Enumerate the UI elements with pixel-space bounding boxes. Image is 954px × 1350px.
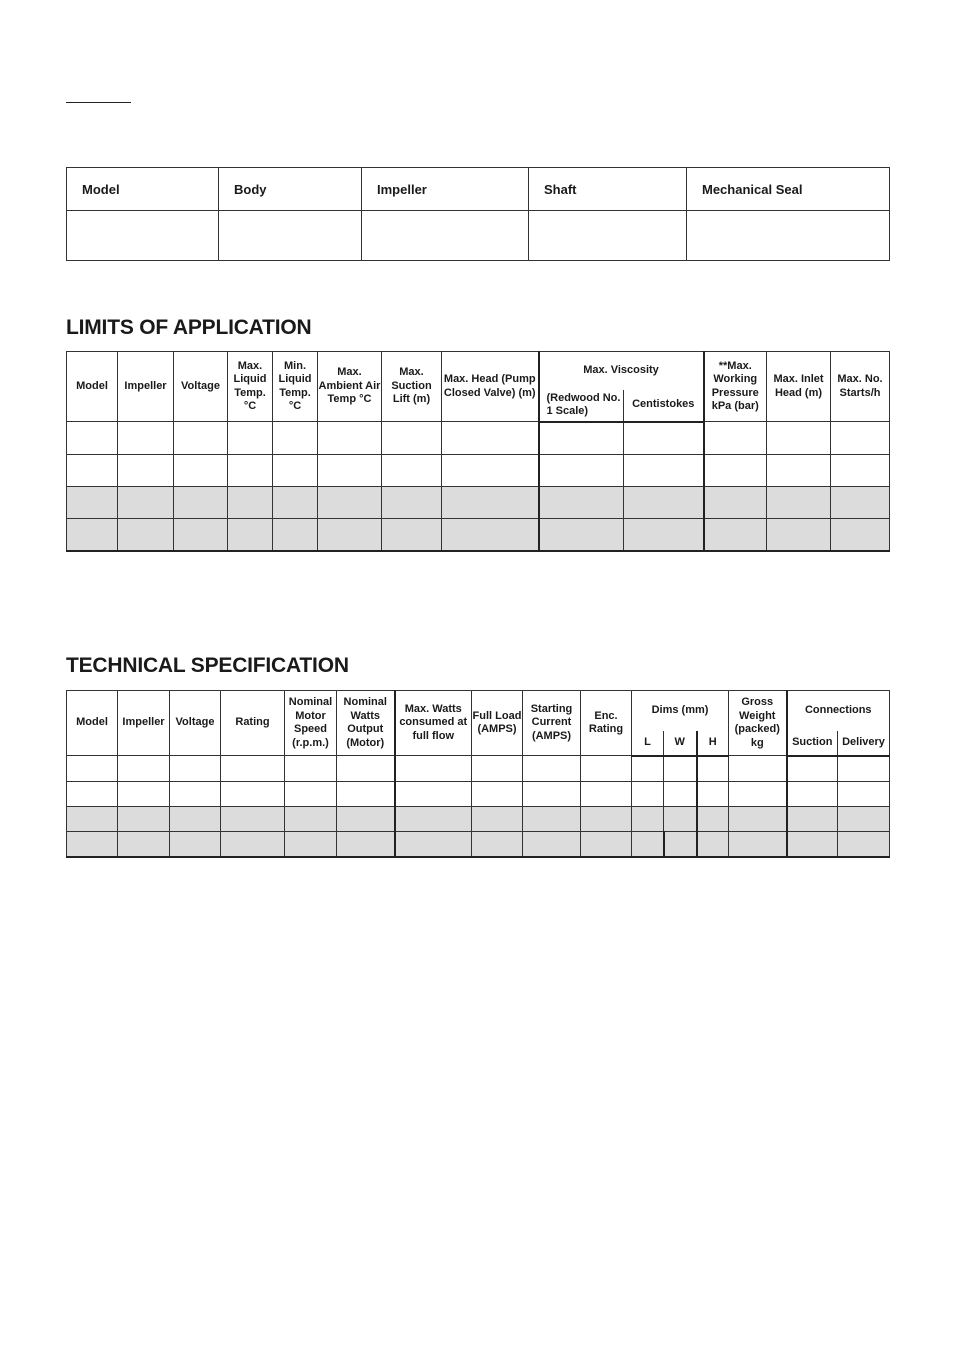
limits-header-max-ambient: Max. Ambient Air Temp °C [318, 352, 382, 422]
table-cell[interactable] [704, 486, 767, 518]
table-cell[interactable] [787, 831, 838, 857]
tech-header-max-watts: Max. Watts consumed at full flow [395, 691, 472, 756]
table-cell[interactable] [228, 518, 273, 551]
table-cell[interactable] [704, 518, 767, 551]
table-cell[interactable] [382, 518, 442, 551]
table-cell[interactable] [221, 756, 285, 782]
table-cell[interactable] [285, 756, 337, 782]
limits-header-voltage: Voltage [174, 352, 228, 422]
materials-header-mechanical-seal: Mechanical Seal [687, 168, 890, 211]
table-cell[interactable] [472, 781, 523, 806]
table-cell[interactable] [285, 781, 337, 806]
table-cell[interactable] [221, 831, 285, 857]
limits-header-impeller: Impeller [118, 352, 174, 422]
table-row [67, 756, 890, 782]
table-cell[interactable] [395, 831, 472, 857]
table-row [67, 486, 890, 518]
tech-header-dim-l: L [632, 731, 664, 756]
tech-header-rating: Rating [221, 691, 285, 756]
materials-header-shaft: Shaft [529, 168, 687, 211]
table-cell[interactable] [472, 806, 523, 831]
table-cell[interactable] [170, 756, 221, 782]
table-cell[interactable] [174, 422, 228, 455]
table-row [67, 454, 890, 486]
table-cell[interactable] [318, 454, 382, 486]
table-cell[interactable] [118, 454, 174, 486]
tech-header-enc-rating: Enc. Rating [581, 691, 632, 756]
table-cell[interactable] [539, 486, 624, 518]
table-cell[interactable] [838, 831, 890, 857]
table-cell[interactable] [838, 806, 890, 831]
table-cell[interactable] [382, 422, 442, 455]
table-cell[interactable] [581, 831, 632, 857]
table-cell[interactable] [273, 518, 318, 551]
table-cell[interactable] [838, 781, 890, 806]
table-row [67, 518, 890, 551]
table-cell[interactable] [767, 454, 831, 486]
tech-header-suction: Suction [787, 731, 838, 756]
tech-header-dim-h: H [697, 731, 729, 756]
table-cell[interactable] [395, 806, 472, 831]
limits-header-max-head: Max. Head (Pump Closed Valve) (m) [442, 352, 539, 422]
table-cell[interactable] [624, 486, 704, 518]
materials-table [66, 167, 890, 261]
table-cell[interactable] [664, 806, 697, 831]
table-cell[interactable] [787, 806, 838, 831]
table-cell[interactable] [767, 422, 831, 455]
table-cell[interactable] [539, 422, 624, 455]
tech-header-motor-speed: Nominal Motor Speed (r.p.m.) [285, 691, 337, 756]
table-cell[interactable] [395, 781, 472, 806]
table-cell[interactable] [67, 518, 118, 551]
table-cell[interactable] [632, 806, 664, 831]
limits-header-centistokes: Centistokes [624, 390, 704, 422]
tech-spec-table [66, 690, 890, 858]
table-cell[interactable] [831, 486, 890, 518]
table-cell[interactable] [174, 518, 228, 551]
table-cell[interactable] [118, 422, 174, 455]
materials-header-model: Model [67, 168, 219, 211]
tech-header-dims: Dims (mm) [632, 691, 729, 731]
table-cell[interactable] [221, 781, 285, 806]
table-cell[interactable] [632, 781, 664, 806]
table-cell[interactable] [664, 831, 697, 857]
table-cell[interactable] [318, 486, 382, 518]
table-cell[interactable] [337, 831, 395, 857]
limits-table [66, 351, 890, 552]
table-cell[interactable] [523, 806, 581, 831]
limits-header-max-liquid-temp: Max. Liquid Temp. °C [228, 352, 273, 422]
table-cell[interactable] [170, 806, 221, 831]
tech-header-connections: Connections [787, 691, 890, 731]
table-cell[interactable] [118, 518, 174, 551]
table-cell[interactable] [382, 486, 442, 518]
tech-header-dim-w: W [664, 731, 697, 756]
table-cell[interactable] [118, 831, 170, 857]
limits-header-max-inlet-head: Max. Inlet Head (m) [767, 352, 831, 422]
table-cell[interactable] [767, 518, 831, 551]
table-cell[interactable] [838, 756, 890, 782]
tech-header-starting-current: Starting Current (AMPS) [523, 691, 581, 756]
table-cell[interactable] [697, 806, 729, 831]
table-cell[interactable] [67, 422, 118, 455]
table-cell[interactable] [632, 831, 664, 857]
table-cell[interactable] [624, 454, 704, 486]
table-cell[interactable] [581, 806, 632, 831]
table-cell[interactable] [529, 211, 687, 261]
table-cell[interactable] [697, 831, 729, 857]
tech-header-gross-weight: Gross Weight (packed) kg [729, 691, 787, 756]
table-cell[interactable] [118, 486, 174, 518]
table-cell[interactable] [228, 454, 273, 486]
table-cell[interactable] [523, 831, 581, 857]
table-cell[interactable] [285, 806, 337, 831]
table-cell[interactable] [442, 518, 539, 551]
table-cell[interactable] [523, 756, 581, 782]
table-cell[interactable] [729, 756, 787, 782]
table-cell[interactable] [170, 781, 221, 806]
table-row [67, 422, 890, 455]
tech-header-full-load: Full Load (AMPS) [472, 691, 523, 756]
table-cell[interactable] [581, 781, 632, 806]
tech-header-voltage: Voltage [170, 691, 221, 756]
table-cell[interactable] [118, 756, 170, 782]
table-cell[interactable] [318, 422, 382, 455]
limits-header-min-liquid-temp: Min. Liquid Temp. °C [273, 352, 318, 422]
table-cell[interactable] [539, 518, 624, 551]
table-cell[interactable] [624, 422, 704, 455]
table-cell[interactable] [442, 422, 539, 455]
table-cell[interactable] [118, 806, 170, 831]
table-cell[interactable] [729, 831, 787, 857]
table-cell[interactable] [318, 518, 382, 551]
table-cell[interactable] [337, 756, 395, 782]
table-cell[interactable] [273, 486, 318, 518]
table-cell[interactable] [228, 486, 273, 518]
table-cell[interactable] [472, 831, 523, 857]
table-cell[interactable] [67, 831, 118, 857]
limits-header-max-suction: Max. Suction Lift (m) [382, 352, 442, 422]
limits-header-max-starts: Max. No. Starts/h [831, 352, 890, 422]
table-cell[interactable] [382, 454, 442, 486]
tech-header-impeller: Impeller [118, 691, 170, 756]
table-cell[interactable] [664, 781, 697, 806]
table-cell[interactable] [442, 486, 539, 518]
limits-header-redwood: (Redwood No. 1 Scale) [539, 390, 624, 422]
table-cell[interactable] [442, 454, 539, 486]
limits-header-max-working-pressure: **Max. Working Pressure kPa (bar) [704, 352, 767, 422]
tech-title: TECHNICAL SPECIFICATION [66, 654, 349, 677]
table-cell[interactable] [273, 422, 318, 455]
table-cell[interactable] [523, 781, 581, 806]
materials-header-impeller: Impeller [362, 168, 529, 211]
table-cell[interactable] [285, 831, 337, 857]
table-cell[interactable] [174, 486, 228, 518]
table-cell[interactable] [174, 454, 228, 486]
table-cell[interactable] [697, 756, 729, 782]
table-cell[interactable] [67, 211, 219, 261]
table-cell[interactable] [664, 756, 697, 782]
table-cell[interactable] [687, 211, 890, 261]
table-cell[interactable] [67, 756, 118, 782]
table-cell[interactable] [228, 422, 273, 455]
table-cell[interactable] [704, 422, 767, 455]
table-cell[interactable] [221, 806, 285, 831]
table-cell[interactable] [67, 781, 118, 806]
materials-row [67, 211, 890, 261]
table-row [67, 806, 890, 831]
tech-header-delivery: Delivery [838, 731, 890, 756]
materials-header-body: Body [219, 168, 362, 211]
table-cell[interactable] [273, 454, 318, 486]
limits-header-model: Model [67, 352, 118, 422]
table-cell[interactable] [337, 806, 395, 831]
table-row [67, 781, 890, 806]
table-cell[interactable] [219, 211, 362, 261]
table-cell[interactable] [697, 781, 729, 806]
tech-header-model: Model [67, 691, 118, 756]
table-cell[interactable] [67, 454, 118, 486]
table-cell[interactable] [729, 806, 787, 831]
table-cell[interactable] [632, 756, 664, 782]
top-short-rule [66, 102, 131, 103]
limits-header-max-viscosity: Max. Viscosity [539, 352, 704, 390]
table-cell[interactable] [831, 518, 890, 551]
table-cell[interactable] [831, 422, 890, 455]
table-cell[interactable] [362, 211, 529, 261]
table-cell[interactable] [118, 781, 170, 806]
table-cell[interactable] [170, 831, 221, 857]
table-cell[interactable] [67, 806, 118, 831]
table-cell[interactable] [539, 454, 624, 486]
limits-title: LIMITS OF APPLICATION [66, 316, 312, 339]
table-cell[interactable] [472, 756, 523, 782]
table-cell[interactable] [767, 486, 831, 518]
table-cell[interactable] [581, 756, 632, 782]
table-cell[interactable] [624, 518, 704, 551]
table-cell[interactable] [787, 781, 838, 806]
table-cell[interactable] [337, 781, 395, 806]
table-cell[interactable] [704, 454, 767, 486]
table-cell[interactable] [787, 756, 838, 782]
table-cell[interactable] [729, 781, 787, 806]
table-cell[interactable] [67, 486, 118, 518]
table-cell[interactable] [831, 454, 890, 486]
table-cell[interactable] [395, 756, 472, 782]
tech-header-watts-output: Nominal Watts Output (Motor) [337, 691, 395, 756]
table-row [67, 831, 890, 857]
